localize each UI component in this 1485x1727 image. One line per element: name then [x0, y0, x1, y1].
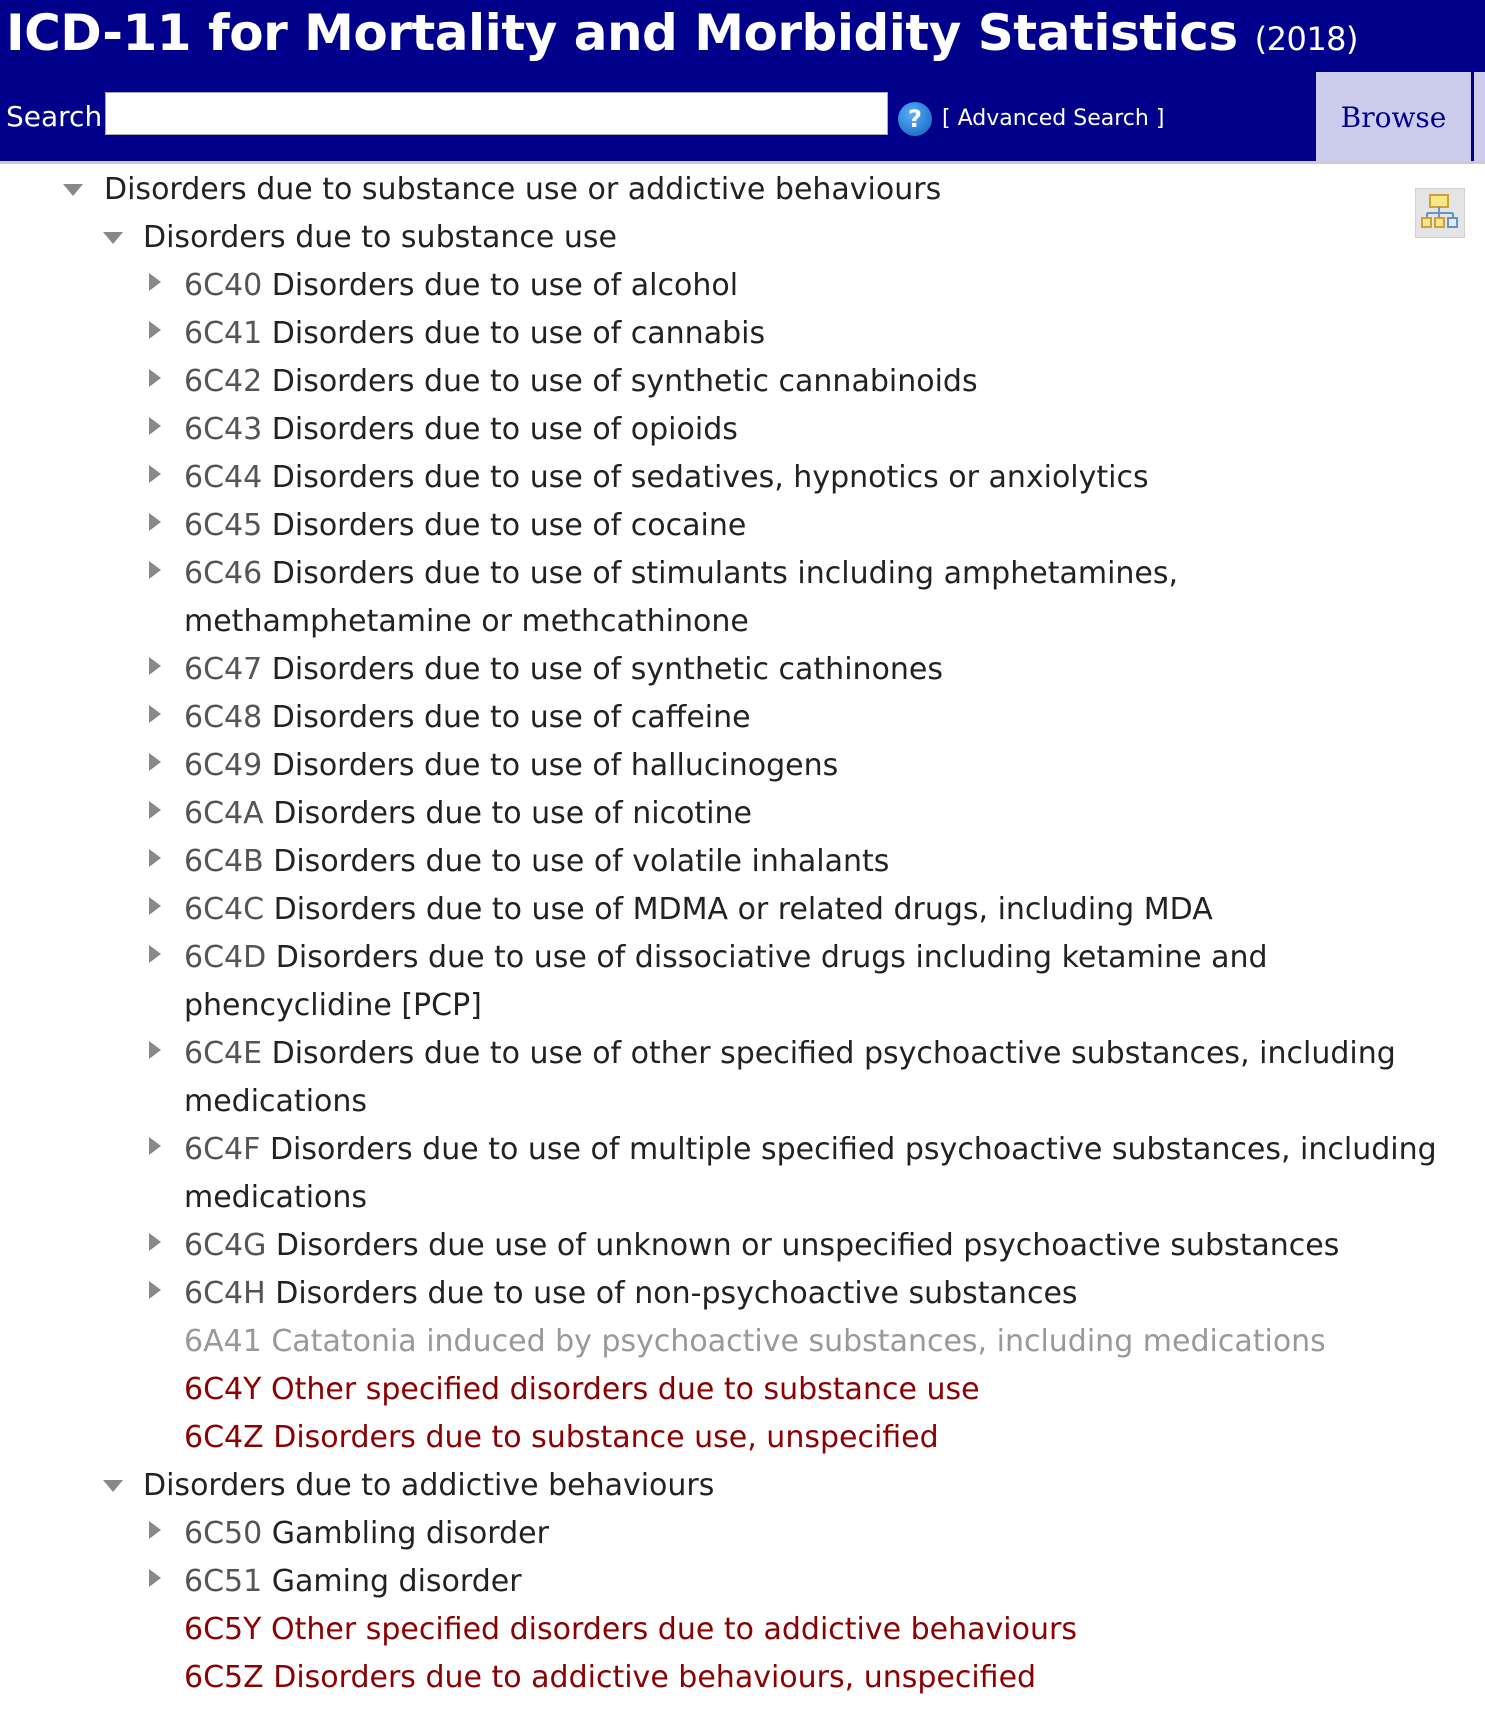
- advanced-search-link[interactable]: [ Advanced Search ]: [942, 106, 1165, 131]
- tree-item-link[interactable]: [104, 166, 1473, 214]
- caret-right-icon[interactable]: [147, 694, 167, 742]
- item-label: Disorders due to use of volatile inhalants: [273, 844, 890, 879]
- tree-item-link[interactable]: [184, 838, 1473, 886]
- tree-item-link[interactable]: [184, 646, 1473, 694]
- item-code: 6C44: [184, 460, 263, 495]
- caret-right-icon[interactable]: [147, 1510, 167, 1558]
- tree-item[interactable]: [0, 1318, 1485, 1366]
- item-label: Disorders due to use of MDMA or related drugs, including MDA: [273, 892, 1213, 927]
- caret-right-icon[interactable]: [147, 790, 167, 838]
- tree-item-link[interactable]: [184, 1606, 1473, 1654]
- item-label: Disorders due to use of nicotine: [273, 796, 752, 831]
- tree-item-link[interactable]: [184, 358, 1473, 406]
- tree-item-link[interactable]: [184, 550, 1473, 646]
- caret-down-icon[interactable]: [103, 1462, 123, 1510]
- tab-next[interactable]: [1474, 72, 1485, 161]
- app-title: [6, 4, 1358, 62]
- caret-down-icon[interactable]: [63, 166, 83, 214]
- item-label: Disorders due to use of non-psychoactive substances: [275, 1276, 1078, 1311]
- tree-item[interactable]: [0, 1606, 1485, 1654]
- tree-item-link[interactable]: [184, 934, 1473, 1030]
- caret-right-icon[interactable]: [147, 358, 167, 406]
- item-code: 6C4Z: [184, 1420, 264, 1455]
- caret-right-icon[interactable]: [147, 454, 167, 502]
- tree-item-link[interactable]: [184, 1222, 1473, 1270]
- tree-item-link[interactable]: [184, 742, 1473, 790]
- tree-item[interactable]: [0, 1366, 1485, 1414]
- title-year: (2018): [1254, 20, 1359, 58]
- item-code: 6C43: [184, 412, 263, 447]
- tree-item-link[interactable]: [184, 502, 1473, 550]
- item-label: Other specified disorders due to substance use: [271, 1372, 980, 1407]
- tree-item-link[interactable]: [184, 790, 1473, 838]
- caret-right-icon[interactable]: [147, 646, 167, 694]
- caret-right-icon[interactable]: [147, 1558, 167, 1606]
- item-label: Disorders due to addictive behaviours: [143, 1468, 715, 1503]
- item-label: Disorders due to use of cannabis: [271, 316, 766, 351]
- item-code: 6C42: [184, 364, 263, 399]
- item-code: 6C4A: [184, 796, 264, 831]
- app-header: [0, 0, 1485, 161]
- item-code: 6C4F: [184, 1132, 261, 1167]
- item-code: 6C46: [184, 556, 263, 591]
- item-code: 6C5Z: [184, 1660, 264, 1695]
- caret-right-icon[interactable]: [147, 886, 167, 934]
- tree-item-link[interactable]: [143, 214, 1473, 262]
- item-label: Disorders due to use of dissociative drugs including ketamine and phencyclidine [PCP]: [184, 940, 1268, 1023]
- item-label: Disorders due to addictive behaviours, unspecified: [273, 1660, 1037, 1695]
- tree-item[interactable]: [0, 646, 1485, 694]
- tree-item-link[interactable]: [184, 1510, 1473, 1558]
- header-divider: [0, 161, 1485, 164]
- tree-item[interactable]: [0, 214, 1485, 262]
- item-label: Disorders due to use of synthetic cathinones: [271, 652, 944, 687]
- item-label: Disorders due to use of multiple specified psychoactive substances, including medications: [184, 1132, 1437, 1215]
- title-text: ICD-11 for Mortality and Morbidity Statistics: [6, 4, 1238, 62]
- item-code: 6C45: [184, 508, 263, 543]
- item-code: 6C4C: [184, 892, 265, 927]
- tree-item[interactable]: [0, 934, 1485, 1030]
- caret-right-icon[interactable]: [147, 550, 167, 598]
- tree-item[interactable]: [0, 406, 1485, 454]
- tree-item-link[interactable]: [184, 1414, 1473, 1462]
- caret-right-icon[interactable]: [147, 1126, 167, 1174]
- item-label: Other specified disorders due to addictive behaviours: [271, 1612, 1077, 1647]
- tree-item[interactable]: [0, 742, 1485, 790]
- caret-right-icon[interactable]: [147, 1270, 167, 1318]
- tree-item-link[interactable]: [184, 1270, 1473, 1318]
- tree-item[interactable]: [0, 1558, 1485, 1606]
- item-code: 6A41: [184, 1324, 262, 1359]
- tree-item-link[interactable]: [184, 1030, 1473, 1126]
- item-label: Disorders due to use of caffeine: [271, 700, 751, 735]
- tree-item[interactable]: [0, 1270, 1485, 1318]
- search-label: Search: [6, 100, 103, 133]
- caret-right-icon[interactable]: [147, 1030, 167, 1078]
- item-label: Disorders due to use of opioids: [271, 412, 738, 447]
- tree-item-link[interactable]: [184, 1654, 1473, 1702]
- tree-item[interactable]: [0, 886, 1485, 934]
- tab-browse[interactable]: Browse: [1316, 72, 1471, 161]
- search-input[interactable]: [105, 92, 888, 135]
- item-code: 6C4B: [184, 844, 264, 879]
- item-label: Gaming disorder: [271, 1564, 522, 1599]
- item-label: Disorders due to use of stimulants including amphetamines, methamphetamine or methcathinone: [184, 556, 1179, 639]
- caret-right-icon[interactable]: [147, 310, 167, 358]
- tree-item[interactable]: [0, 694, 1485, 742]
- item-label: Disorders due to substance use or addictive behaviours: [104, 172, 942, 207]
- item-label: Disorders due to use of sedatives, hypnotics or anxiolytics: [271, 460, 1149, 495]
- item-label: Disorders due to use of synthetic cannabinoids: [271, 364, 978, 399]
- tree-item-link[interactable]: [143, 1462, 1473, 1510]
- item-code: 6C41: [184, 316, 263, 351]
- item-code: 6C47: [184, 652, 263, 687]
- item-code: 6C49: [184, 748, 263, 783]
- tree-item[interactable]: [0, 838, 1485, 886]
- tree-item-link[interactable]: [184, 406, 1473, 454]
- tree-item-link[interactable]: [184, 886, 1473, 934]
- tree-item-link[interactable]: [184, 1366, 1473, 1414]
- tree-item[interactable]: [0, 454, 1485, 502]
- item-label: Disorders due to substance use, unspecified: [273, 1420, 939, 1455]
- tree-item[interactable]: [0, 502, 1485, 550]
- item-code: 6C50: [184, 1516, 263, 1551]
- item-code: 6C40: [184, 268, 263, 303]
- caret-right-icon[interactable]: [147, 406, 167, 454]
- item-label: Disorders due to substance use: [143, 220, 617, 255]
- caret-right-icon[interactable]: [147, 262, 167, 310]
- tree-item[interactable]: [0, 166, 1485, 214]
- help-icon[interactable]: ?: [898, 102, 932, 136]
- classification-tree: [0, 166, 1485, 1702]
- tree-item-link[interactable]: [184, 1126, 1473, 1222]
- caret-right-icon[interactable]: [147, 742, 167, 790]
- caret-right-icon[interactable]: [147, 502, 167, 550]
- item-code: 6C4Y: [184, 1372, 262, 1407]
- caret-right-icon[interactable]: [147, 934, 167, 982]
- tree-item[interactable]: [0, 310, 1485, 358]
- tree-item[interactable]: [0, 1462, 1485, 1510]
- caret-right-icon[interactable]: [147, 1222, 167, 1270]
- tree-item-link[interactable]: [184, 454, 1473, 502]
- item-label: Gambling disorder: [271, 1516, 549, 1551]
- item-code: 6C4D: [184, 940, 267, 975]
- tree-item-link[interactable]: [184, 694, 1473, 742]
- tree-item-link[interactable]: [184, 310, 1473, 358]
- tree-item[interactable]: [0, 1126, 1485, 1222]
- tree-item[interactable]: [0, 1654, 1485, 1702]
- tree-item[interactable]: [0, 1030, 1485, 1126]
- item-code: 6C5Y: [184, 1612, 262, 1647]
- item-label: Disorders due to use of hallucinogens: [271, 748, 839, 783]
- item-code: 6C48: [184, 700, 263, 735]
- item-label: Disorders due to use of other specified psychoactive substances, including medications: [184, 1036, 1396, 1119]
- item-code: 6C51: [184, 1564, 263, 1599]
- tree-item[interactable]: [0, 358, 1485, 406]
- item-code: 6C4E: [184, 1036, 263, 1071]
- item-code: 6C4H: [184, 1276, 266, 1311]
- item-label: Disorders due to use of alcohol: [271, 268, 739, 303]
- tree-item[interactable]: [0, 1414, 1485, 1462]
- caret-right-icon[interactable]: [147, 838, 167, 886]
- tree-item[interactable]: [0, 790, 1485, 838]
- tree-item-link[interactable]: [184, 1318, 1473, 1366]
- item-label: Catatonia induced by psychoactive substances, including medications: [271, 1324, 1326, 1359]
- item-code: 6C4G: [184, 1228, 267, 1263]
- tree-item[interactable]: [0, 550, 1485, 646]
- tree-item-link[interactable]: [184, 262, 1473, 310]
- tree-item[interactable]: [0, 1510, 1485, 1558]
- tree-item-link[interactable]: [184, 1558, 1473, 1606]
- item-label: Disorders due use of unknown or unspecified psychoactive substances: [275, 1228, 1340, 1263]
- item-label: Disorders due to use of cocaine: [271, 508, 747, 543]
- tree-item[interactable]: [0, 262, 1485, 310]
- caret-down-icon[interactable]: [103, 214, 123, 262]
- tree-item[interactable]: [0, 1222, 1485, 1270]
